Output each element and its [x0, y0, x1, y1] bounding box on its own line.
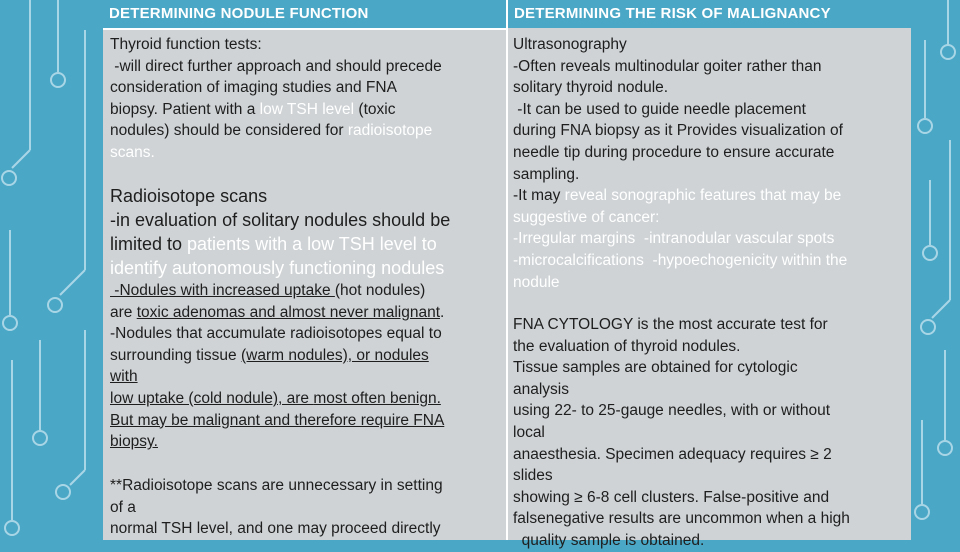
- fna-cytology-paragraph: [513, 314, 850, 552]
- malignancy-risk-header: DETERMINING THE RISK OF MALIGNANCY: [508, 0, 911, 28]
- text-line: Thyroid function tests:: [110, 36, 262, 53]
- text-line: [110, 302, 444, 324]
- text-line: -It can be used to guide needle placement: [513, 100, 806, 118]
- text-line: normal TSH level, and one may proceed directly: [110, 520, 441, 538]
- note-paragraph: [110, 475, 443, 540]
- text-line: analysis: [513, 380, 569, 398]
- text-line: -Nodules that accumulate radioisotopes equal to: [110, 325, 442, 343]
- text-line: Ultrasonography: [513, 36, 627, 53]
- underlined-text: most often benign.: [313, 389, 441, 407]
- thyroid-function-paragraph: [110, 34, 442, 164]
- text-line: of a: [110, 498, 136, 516]
- nodule-function-header: DETERMINING NODULE FUNCTION: [103, 0, 506, 28]
- text-line: [110, 99, 442, 121]
- text-line: -Often reveals multinodular goiter rather than: [513, 57, 822, 75]
- text-span: (toxic: [354, 100, 396, 118]
- text-line: the evaluation of thyroid nodules.: [513, 337, 741, 355]
- text-line: falsenegative results are uncommon when a high: [513, 510, 850, 528]
- text-line: needle tip during procedure to ensure accurate: [513, 143, 835, 161]
- text-line: -in evaluation of solitary nodules should be: [110, 210, 451, 230]
- text-line: using 22- to 25-gauge needles, with or without: [513, 402, 831, 420]
- text-line: quality sample is obtained.: [513, 531, 705, 549]
- highlighted-text: suggestive of cancer:: [513, 208, 660, 226]
- comparison-table: [103, 0, 911, 549]
- text-span: are: [110, 303, 137, 321]
- text-line: sampling.: [513, 165, 580, 183]
- highlighted-text: radioisotope: [347, 122, 433, 140]
- underlined-text: toxic adenomas and almost never malignant: [136, 303, 440, 321]
- uptake-paragraph: [110, 280, 444, 453]
- text-line: [110, 232, 450, 256]
- underlined-text: (warm nodules), or nodules: [240, 346, 429, 364]
- text-line: [110, 345, 444, 367]
- highlighted-text: patients with a low TSH level to: [187, 234, 437, 254]
- text-span: -It may: [513, 187, 565, 205]
- text-line: solitary thyroid nodule.: [513, 79, 669, 97]
- text-span: nodules) should be considered for: [110, 122, 348, 140]
- text-line: **Radioisotope scans are unnecessary in setting: [110, 477, 443, 494]
- text-span: biopsy. Patient with a: [110, 100, 260, 118]
- underlined-text: biopsy.: [110, 433, 158, 451]
- highlighted-text: nodule: [513, 273, 560, 291]
- text-line: FNA CYTOLOGY is the most accurate test for: [513, 316, 828, 333]
- highlighted-text: scans.: [110, 143, 155, 161]
- text-line: during FNA biopsy as it Provides visualization of: [513, 122, 843, 140]
- text-line: Tissue samples are obtained for cytologic: [513, 359, 798, 377]
- underlined-text: low uptake (cold nodule), are: [110, 389, 314, 407]
- text-line: [110, 280, 444, 302]
- text-line: slides: [513, 467, 553, 485]
- text-line: -will direct further approach and should precede: [110, 57, 442, 75]
- malignancy-risk-column: [508, 0, 911, 549]
- highlighted-text: reveal sonographic features that may be: [564, 187, 842, 205]
- text-line: local: [513, 423, 545, 441]
- ultrasonography-paragraph: [513, 34, 847, 293]
- underlined-text: with: [110, 368, 138, 386]
- text-span: limited to: [110, 234, 188, 254]
- underlined-text: -Nodules with increased uptake: [110, 282, 335, 299]
- text-span: surrounding tissue: [110, 346, 241, 364]
- radioisotope-paragraph: [110, 184, 450, 280]
- text-line: [110, 120, 442, 142]
- nodule-function-column: [103, 0, 506, 540]
- text-line: consideration of imaging studies and FNA: [110, 79, 397, 97]
- text-line: anaesthesia. Specimen adequacy requires ≥ 2: [513, 445, 832, 463]
- highlighted-text: -microcalcifications -hypoechogenicity within the: [513, 251, 848, 269]
- underlined-text: But may be malignant and therefore require FNA: [110, 411, 445, 429]
- text-line: [513, 185, 847, 207]
- highlighted-text: identify autonomously functioning nodules: [110, 258, 445, 278]
- text-line: [110, 388, 444, 410]
- highlighted-text: -Irregular margins -intranodular vascular spots: [513, 230, 835, 248]
- text-span: .: [440, 303, 445, 321]
- text-span: (hot nodules): [334, 282, 426, 299]
- text-line: Radioisotope scans: [110, 186, 268, 206]
- highlighted-text: low TSH level: [259, 100, 355, 118]
- text-line: showing ≥ 6-8 cell clusters. False-positive and: [513, 488, 830, 506]
